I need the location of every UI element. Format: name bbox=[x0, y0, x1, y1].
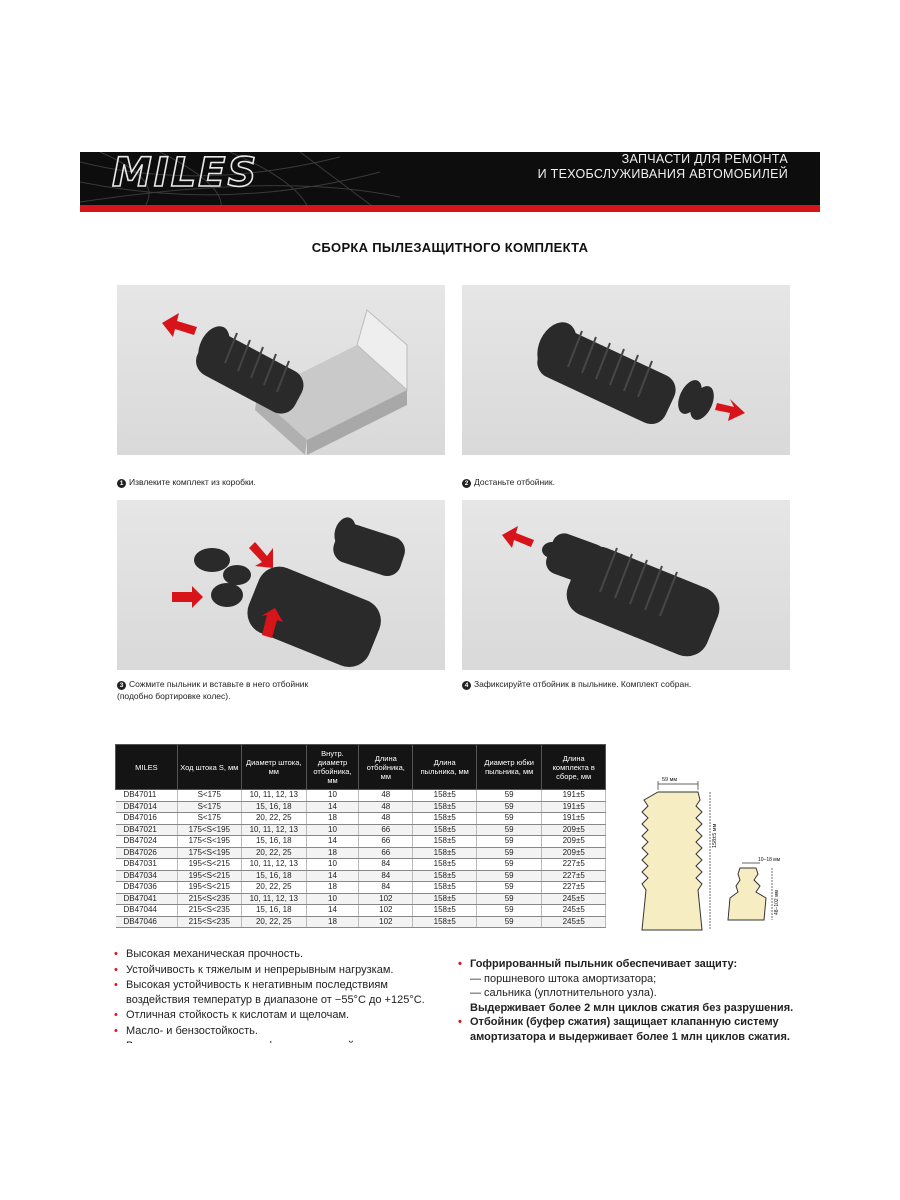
table-cell: 158±5 bbox=[413, 790, 477, 802]
table-cell: DB47041 bbox=[116, 893, 178, 905]
table-row bbox=[116, 916, 606, 928]
table-cell: 102 bbox=[359, 916, 413, 928]
table-cell: 102 bbox=[359, 893, 413, 905]
table-cell: 10 bbox=[306, 824, 358, 836]
table-row bbox=[116, 836, 606, 848]
table-cell: 175<S<195 bbox=[177, 824, 241, 836]
table-cell: 158±5 bbox=[413, 870, 477, 882]
table-cell: 227±5 bbox=[542, 870, 606, 882]
table-cell: 14 bbox=[306, 801, 358, 813]
feature-item: • Масло- и бензостойкость. bbox=[114, 1024, 444, 1039]
table-cell: 158±5 bbox=[413, 847, 477, 859]
feature-item: • Отличная стойкость к кислотам и щелочам. bbox=[114, 1008, 444, 1023]
table-cell: 15, 16, 18 bbox=[241, 870, 306, 882]
table-cell: 59 bbox=[476, 801, 541, 813]
table-cell: S<175 bbox=[177, 813, 241, 825]
tagline-line-1: ЗАПЧАСТИ ДЛЯ РЕМОНТА bbox=[621, 152, 788, 166]
bumper-claim-line1: Отбойник (буфер сжатия) защищает клапанную систему bbox=[470, 1016, 779, 1028]
step-number-1: 1 bbox=[117, 479, 126, 488]
table-cell: 20, 22, 25 bbox=[241, 916, 306, 928]
header-tagline bbox=[538, 152, 788, 182]
table-cell: S<175 bbox=[177, 790, 241, 802]
table-cell: 14 bbox=[306, 870, 358, 882]
protection-heading-row: • Гофрированный пыльник обеспечивает защиту: bbox=[458, 958, 738, 970]
col-header-kit-length: Длина комплекта в сборе, мм bbox=[542, 745, 606, 790]
table-cell: 59 bbox=[476, 916, 541, 928]
table-cell: DB47021 bbox=[116, 824, 178, 836]
section-title: СБОРКА ПЫЛЕЗАЩИТНОГО КОМПЛЕКТА bbox=[311, 240, 589, 255]
table-cell: 191±5 bbox=[542, 790, 606, 802]
table-cell: DB47036 bbox=[116, 882, 178, 894]
table-cell: 158±5 bbox=[413, 801, 477, 813]
table-cell: 209±5 bbox=[542, 824, 606, 836]
table-cell: DB47011 bbox=[116, 790, 178, 802]
bumper-claim-row: • Отбойник (буфер сжатия) защищает клапанную систему bbox=[458, 1016, 779, 1028]
table-cell: 66 bbox=[359, 847, 413, 859]
step-number-2: 2 bbox=[462, 479, 471, 488]
table-cell: 195<S<215 bbox=[177, 859, 241, 871]
table-cell: 245±5 bbox=[542, 916, 606, 928]
step-1-photo bbox=[117, 285, 445, 455]
table-cell: DB47024 bbox=[116, 836, 178, 848]
table-cell: 245±5 bbox=[542, 893, 606, 905]
table-cell: 59 bbox=[476, 893, 541, 905]
table-cell: 195<S<215 bbox=[177, 882, 241, 894]
col-header-rod-diameter: Диаметр штока, мм bbox=[241, 745, 306, 790]
table-cell: 158±5 bbox=[413, 824, 477, 836]
table-cell: DB47026 bbox=[116, 847, 178, 859]
table-cell: 48 bbox=[359, 813, 413, 825]
table-row bbox=[116, 905, 606, 917]
tagline-line-2: И ТЕХОБСЛУЖИВАНИЯ АВТОМОБИЛЕЙ bbox=[537, 167, 788, 181]
table-cell: 59 bbox=[476, 790, 541, 802]
table-cell: 20, 22, 25 bbox=[241, 882, 306, 894]
table-row bbox=[116, 882, 606, 894]
table-cell: 10 bbox=[306, 790, 358, 802]
table-cell: 158±5 bbox=[413, 813, 477, 825]
table-cell: 14 bbox=[306, 905, 358, 917]
table-cell: DB47046 bbox=[116, 916, 178, 928]
header-banner bbox=[80, 152, 820, 212]
protection-item-2: — сальника (уплотнительного узла). bbox=[470, 987, 657, 999]
boot-drawing bbox=[642, 781, 710, 930]
table-cell: 15, 16, 18 bbox=[241, 801, 306, 813]
bumper-drawing bbox=[728, 863, 772, 920]
table-cell: 10 bbox=[306, 859, 358, 871]
table-cell: 59 bbox=[476, 847, 541, 859]
table-cell: 59 bbox=[476, 870, 541, 882]
table-cell: 227±5 bbox=[542, 859, 606, 871]
table-row bbox=[116, 790, 606, 802]
step-number-3: 3 bbox=[117, 681, 126, 690]
header-red-stripe bbox=[80, 205, 820, 212]
table-row bbox=[116, 859, 606, 871]
table-cell: 209±5 bbox=[542, 847, 606, 859]
col-header-bumper-id: Внутр. диаметр отбойника, мм bbox=[306, 745, 358, 790]
step-1-text: Извлеките комплект из коробки. bbox=[129, 477, 256, 487]
table-cell: DB47014 bbox=[116, 801, 178, 813]
table-cell: 175<S<195 bbox=[177, 836, 241, 848]
table-cell: 15, 16, 18 bbox=[241, 905, 306, 917]
table-cell: 18 bbox=[306, 813, 358, 825]
col-header-model: MILES bbox=[116, 745, 178, 790]
protection-item-1: — поршневого штока амортизатора; bbox=[470, 972, 657, 985]
col-header-boot-length: Длина пыльника, мм bbox=[413, 745, 477, 790]
table-cell: 84 bbox=[359, 870, 413, 882]
table-row bbox=[116, 870, 606, 882]
boot-and-bumper-illustration bbox=[462, 285, 790, 455]
table-cell: 59 bbox=[476, 836, 541, 848]
step-3-photo bbox=[117, 500, 445, 670]
step-4-caption bbox=[462, 678, 691, 690]
table-cell: 209±5 bbox=[542, 836, 606, 848]
step-3-text-line2: (подобно бортировке колес). bbox=[117, 691, 231, 701]
compress-boot-illustration bbox=[117, 500, 445, 670]
table-cell: 10 bbox=[306, 893, 358, 905]
step-number-4: 4 bbox=[462, 681, 471, 690]
col-header-skirt-diameter: Диаметр юбки пыльника, мм bbox=[476, 745, 541, 790]
table-cell: 158±5 bbox=[413, 882, 477, 894]
features-list bbox=[114, 947, 444, 1055]
table-cell: 191±5 bbox=[542, 801, 606, 813]
table-cell: 102 bbox=[359, 905, 413, 917]
table-cell: 14 bbox=[306, 836, 358, 848]
protection-heading: Гофрированный пыльник обеспечивает защиту: bbox=[470, 958, 738, 970]
table-cell: 158±5 bbox=[413, 916, 477, 928]
table-cell: 84 bbox=[359, 859, 413, 871]
table-cell: 158±5 bbox=[413, 859, 477, 871]
table-cell: 245±5 bbox=[542, 905, 606, 917]
boot-in-box-illustration bbox=[117, 285, 445, 455]
bumper-id-label: 10–18 мм bbox=[758, 857, 781, 863]
table-cell: 195<S<215 bbox=[177, 870, 241, 882]
table-cell: S<175 bbox=[177, 801, 241, 813]
step-3-caption bbox=[117, 678, 308, 702]
table-cell: 10, 11, 12, 13 bbox=[241, 824, 306, 836]
table-cell: 20, 22, 25 bbox=[241, 847, 306, 859]
table-cell: 158±5 bbox=[413, 905, 477, 917]
table-row bbox=[116, 801, 606, 813]
miles-logo: MILES bbox=[112, 152, 259, 196]
table-row bbox=[116, 847, 606, 859]
table-cell: 66 bbox=[359, 836, 413, 848]
table-cell: 84 bbox=[359, 882, 413, 894]
boot-width-label: 59 мм bbox=[662, 777, 678, 783]
step-2-text: Достаньте отбойник. bbox=[474, 477, 555, 487]
table-cell: 158±5 bbox=[413, 836, 477, 848]
table-cell: DB47044 bbox=[116, 905, 178, 917]
table-cell: 18 bbox=[306, 847, 358, 859]
table-cell: 215<S<235 bbox=[177, 905, 241, 917]
table-cell: 215<S<235 bbox=[177, 893, 241, 905]
step-4-text: Зафиксируйте отбойник в пыльнике. Комплект собран. bbox=[474, 679, 692, 689]
step-3-text-line1: Сожмите пыльник и вставьте в него отбойник bbox=[129, 679, 309, 689]
feature-item: • Высокая механическая прочность. bbox=[114, 947, 444, 962]
table-cell: 18 bbox=[306, 916, 358, 928]
table-body bbox=[116, 790, 606, 928]
table-cell: 48 bbox=[359, 801, 413, 813]
table-row bbox=[116, 813, 606, 825]
table-cell: 59 bbox=[476, 813, 541, 825]
step-2-caption bbox=[462, 476, 555, 488]
dimensions-diagram bbox=[620, 770, 790, 940]
table-cell: DB47016 bbox=[116, 813, 178, 825]
table-cell: 20, 22, 25 bbox=[241, 813, 306, 825]
table-cell: 227±5 bbox=[542, 882, 606, 894]
arrow-icon bbox=[502, 526, 534, 548]
step-2-photo bbox=[462, 285, 790, 455]
bumper-claim-line2: амортизатора и выдерживает более 1 млн циклов сжатия. bbox=[470, 1030, 790, 1043]
assembled-kit-illustration bbox=[462, 500, 790, 670]
table-row bbox=[116, 824, 606, 836]
table-cell: 175<S<195 bbox=[177, 847, 241, 859]
cropped-page-edge bbox=[100, 1043, 820, 1055]
table-header-row bbox=[116, 745, 606, 790]
table-cell: 15, 16, 18 bbox=[241, 836, 306, 848]
table-cell: 66 bbox=[359, 824, 413, 836]
table-cell: 18 bbox=[306, 882, 358, 894]
feature-item: • Устойчивость к тяжелым и непрерывным нагрузкам. bbox=[114, 963, 444, 978]
table-cell: 59 bbox=[476, 882, 541, 894]
table-cell: 10, 11, 12, 13 bbox=[241, 859, 306, 871]
table-cell: 59 bbox=[476, 859, 541, 871]
bumper-length-label: 48–102 мм bbox=[774, 890, 780, 915]
table-cell: 215<S<235 bbox=[177, 916, 241, 928]
protection-block bbox=[458, 957, 798, 1044]
table-cell: DB47034 bbox=[116, 870, 178, 882]
boot-length-label: 158±5 мм bbox=[712, 823, 718, 848]
col-header-stroke: Ход штока S, мм bbox=[177, 745, 241, 790]
specifications-table bbox=[115, 744, 606, 928]
table-cell: 191±5 bbox=[542, 813, 606, 825]
table-cell: 59 bbox=[476, 905, 541, 917]
table-cell: 59 bbox=[476, 824, 541, 836]
step-1-caption bbox=[117, 476, 256, 488]
table-cell: 10, 11, 12, 13 bbox=[241, 790, 306, 802]
table-cell: 48 bbox=[359, 790, 413, 802]
arrow-icon bbox=[715, 399, 745, 421]
feature-item: • Высокая устойчивость к негативным последствиям воздействия температур в диапазоне от −55°C до +125°C. bbox=[114, 978, 444, 1007]
table-row bbox=[116, 893, 606, 905]
table-cell: 10, 11, 12, 13 bbox=[241, 893, 306, 905]
boot-claim: Выдерживает более 2 млн циклов сжатия без разрушения. bbox=[470, 1001, 794, 1014]
arrow-icon bbox=[162, 313, 197, 337]
table-cell: 158±5 bbox=[413, 893, 477, 905]
step-4-photo bbox=[462, 500, 790, 670]
col-header-bumper-length: Длина отбойника, мм bbox=[359, 745, 413, 790]
table-cell: DB47031 bbox=[116, 859, 178, 871]
